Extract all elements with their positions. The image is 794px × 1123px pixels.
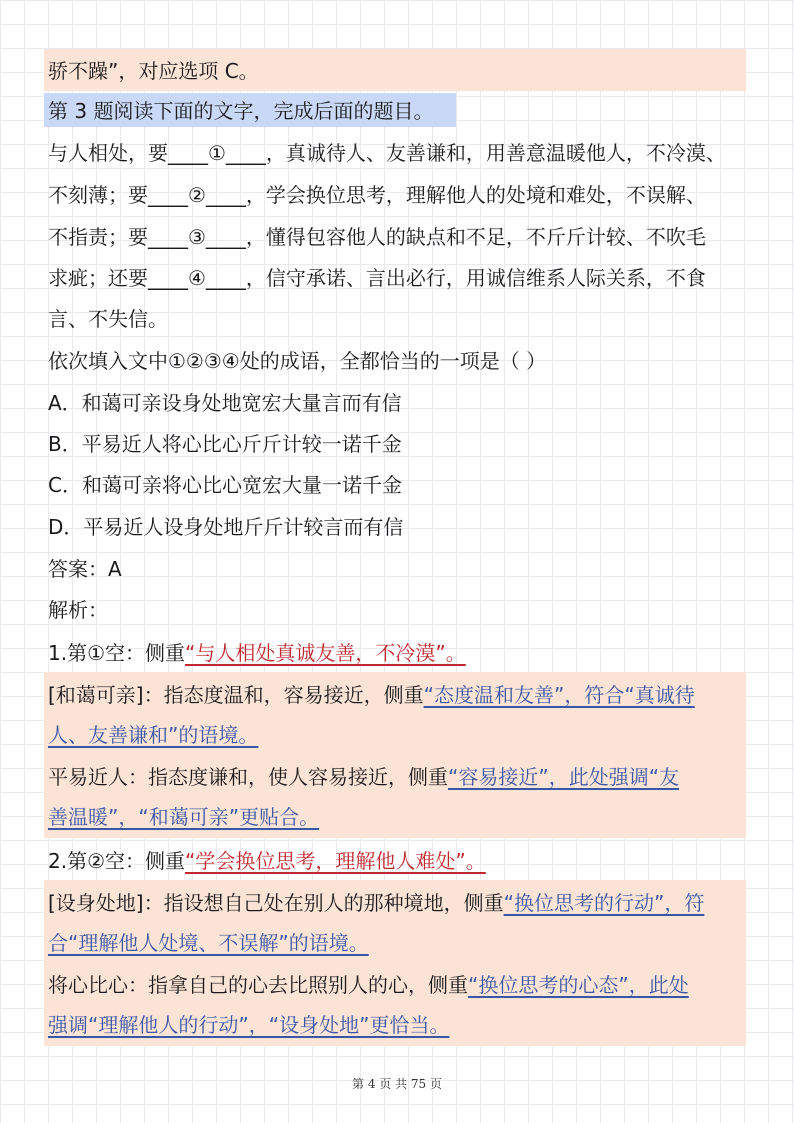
blank1-prefix: 1.第①空：侧重	[48, 641, 186, 665]
blank2-heading	[48, 842, 486, 880]
blank2-focus: “学会换位思考，理解他人难处”。	[185, 849, 486, 873]
blank2-explanation-line	[48, 966, 689, 1004]
blank1-explanation-line	[48, 716, 258, 754]
blank2-explanation-line	[48, 884, 704, 922]
blank1-heading	[48, 634, 466, 672]
passage-line: 与人相处，要____①____，真诚待人、友善谦和，用善意温暖他人，不冷漠、	[48, 141, 726, 165]
option-a: A．和蔼可亲设身处地宽宏大量言而有信	[48, 391, 402, 415]
explanation-emphasis: “换位思考的心态”，此处	[468, 973, 689, 997]
question-stem: 依次填入文中①②③④处的成语，全都恰当的一项是（ ）	[48, 349, 547, 373]
explanation-emphasis: “态度温和友善”，符合“真诚待	[423, 683, 695, 707]
option-c: C．和蔼可亲将心比心宽宏大量一诺千金	[48, 473, 402, 497]
answer: 答案：A	[48, 557, 122, 581]
explanation-emphasis: “换位思考的行动”，符	[503, 891, 705, 915]
blank1-explanation-line	[48, 758, 679, 796]
page-footer: 第 4 页 共 75 页	[352, 1077, 442, 1091]
explanation-emphasis: 善温暖”，“和蔼可亲”更贴合。	[48, 805, 320, 829]
passage-line: 言、不失信。	[48, 307, 168, 331]
passage-line: 求疵；还要____④____，信守承诺、言出必行，用诚信维系人际关系，不食	[48, 266, 706, 290]
blank1-focus: “与人相处真诚友善，不冷漠”。	[185, 641, 466, 665]
explanation-text: [设身处地]：指设想自己处在别人的那种境地，侧重	[48, 891, 504, 915]
blank1-explanation-line	[48, 798, 319, 836]
analysis-label: 解析：	[48, 598, 108, 622]
explanation-text: 平易近人：指态度谦和，使人容易接近，侧重	[48, 765, 448, 789]
explanation-text: [和蔼可亲]：指态度温和，容易接近，侧重	[48, 683, 424, 707]
blank2-explanation-line	[48, 924, 369, 962]
passage-line: 不指责；要____③____，懂得包容他人的缺点和不足，不斤斤计较、不吹毛	[48, 225, 706, 249]
explanation-text: 将心比心：指拿自己的心去比照别人的心，侧重	[48, 973, 468, 997]
explanation-emphasis: 合“理解他人处境、不误解”的语境。	[48, 931, 369, 955]
passage-line: 不刻薄；要____②____，学会换位思考，理解他人的处境和难处，不误解、	[48, 183, 706, 207]
explanation-emphasis: “容易接近”，此处强调“友	[448, 765, 680, 789]
option-b: B．平易近人将心比心斤斤计较一诺千金	[48, 432, 402, 456]
blank2-prefix: 2.第②空：侧重	[48, 849, 186, 873]
explanation-emphasis: 人、友善谦和”的语境。	[48, 723, 259, 747]
option-d: D．平易近人设身处地斤斤计较言而有信	[48, 515, 404, 539]
blank1-explanation-line	[48, 676, 695, 714]
continued-text: 骄不躁”，对应选项 C。	[48, 59, 259, 83]
question-title: 第 3 题阅读下面的文字，完成后面的题目。	[48, 99, 434, 123]
explanation-emphasis: 强调“理解他人的行动”，“设身处地”更恰当。	[48, 1013, 450, 1037]
blank2-explanation-line	[48, 1006, 449, 1044]
